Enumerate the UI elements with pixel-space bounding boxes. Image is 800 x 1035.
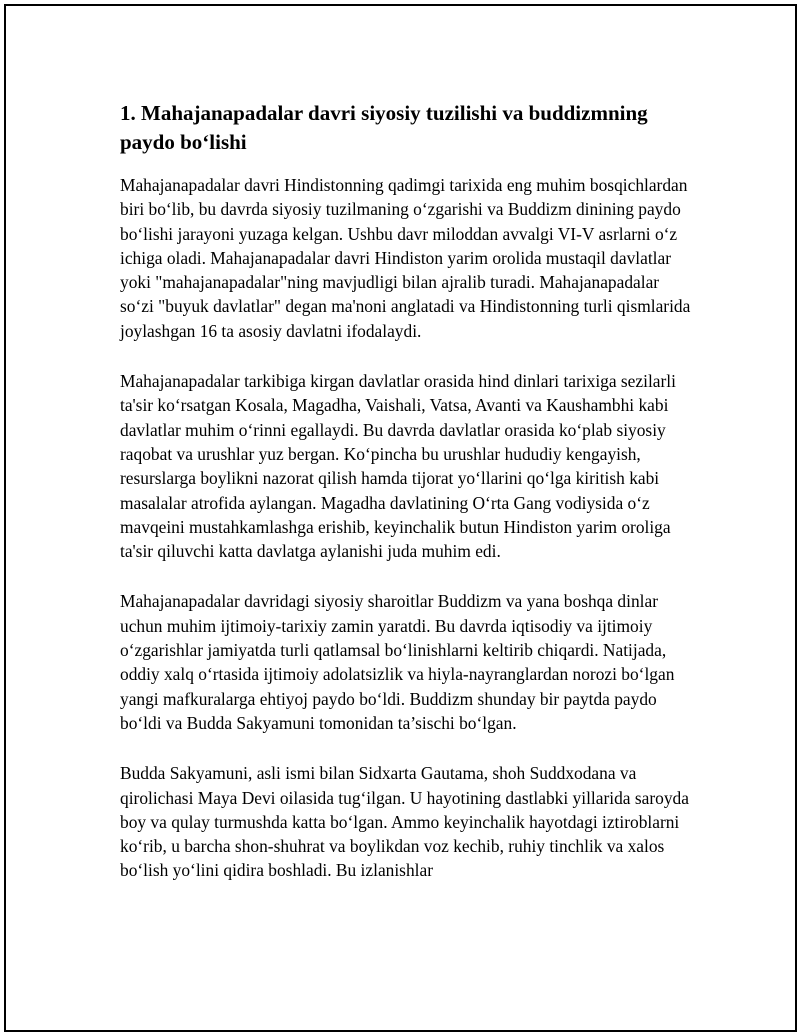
- paragraph-4: Budda Sakyamuni, asli ismi bilan Sidxarta Gautama, shoh Suddxodana va qirolichasi Maya Devi oilasida tug‘ilgan. U hayotining dastlabki yillarida saroyda boy va qulay turmushda katta bo‘lgan. Ammo keyinchalik hayotdagi iztiroblarni ko‘rib, u barcha shon-shuhrat va boylikdan voz kechib, ruhiy tinchlik va xalos bo‘lish yo‘lini qidira boshladi. Bu izlanishlar: [120, 763, 689, 881]
- section-heading: 1. Mahajanapadalar davri siyosiy tuzilishi va buddizmning paydo bo‘lishi: [120, 101, 648, 154]
- page-frame: [4, 4, 797, 1032]
- paragraph-2: Mahajanapadalar tarkibiga kirgan davlatlar orasida hind dinlari tarixiga sezilarli ta'sir ko‘rsatgan Kosala, Magadha, Vaishali, Vatsa, Avanti va Kaushambhi kabi davlatlar muhim o‘rinni egallaydi. Bu davrda davlatlar orasida ko‘plab siyosiy raqobat va urushlar yuz bergan. Ko‘pincha bu urushlar hududiy kengayish, resurslarga boylikni nazorat qilish hamda tijorat yo‘llarini qo‘lga kiritish kabi masalalar atrofida aylangan. Magadha davlatining O‘rta Gang vodiysida o‘z mavqeini mustahkamlashga erishib, keyinchalik butun Hindiston yarim oroliga ta'sir qiluvchi katta davlatga aylanishi juda muhim edi.: [120, 371, 676, 562]
- paragraph-3: Mahajanapadalar davridagi siyosiy sharoitlar Buddizm va yana boshqa dinlar uchun muhim ijtimoiy-tarixiy zamin yaratdi. Bu davrda iqtisodiy va ijtimoiy o‘zgarishlar jamiyatda turli qatlamsal bo‘linishlarni keltirib chiqardi. Natijada, oddiy xalq o‘rtasida ijtimoiy adolatsizlik va hiyla-nayranglardan norozi bo‘lgan yangi mafkuralarga ehtiyoj paydo bo‘ldi. Buddizm shunday bir paytda paydo bo‘ldi va Budda Sakyamuni tomonidan ta’sischi bo‘lgan.: [120, 591, 675, 733]
- document-body: [120, 99, 695, 909]
- paragraph-1: Mahajanapadalar davri Hindistonning qadimgi tarixida eng muhim bosqichlardan biri bo‘lib, bu davrda siyosiy tuzilmaning o‘zgarishi va Buddizm dinining paydo bo‘lishi jarayoni yuzaga kelgan. Ushbu davr miloddan avvalgi VI-V asrlarni o‘z ichiga oladi. Mahajanapadalar davri Hindiston yarim orolida mustaqil davlatlar yoki "mahajanapadalar"ning mavjudligi bilan ajralib turadi. Mahajanapadalar so‘zi "buyuk davlatlar" degan ma'noni anglatadi va Hindistonning turli qismlarida joylashgan 16 ta asosiy davlatni ifodalaydi.: [120, 175, 691, 341]
